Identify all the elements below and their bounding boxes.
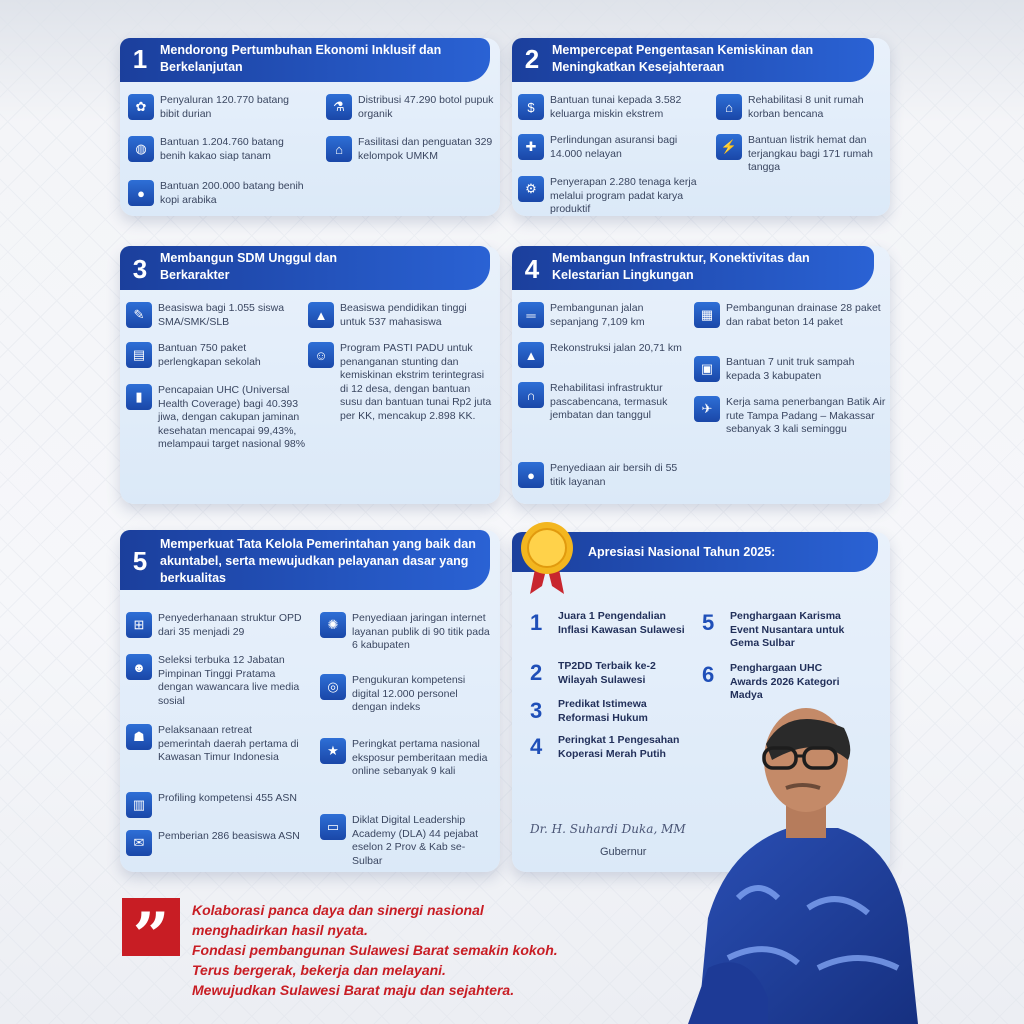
- quote-line: menghadirkan hasil nyata.: [192, 922, 368, 938]
- item-text: Beasiswa pendidikan tinggi untuk 537 mahasiswa: [340, 302, 467, 328]
- item-text: Profiling kompetensi 455 ASN: [158, 792, 297, 804]
- item-text: Bantuan tunai kepada 3.582 keluarga miskin ekstrem: [550, 94, 682, 120]
- fertilizer-bottle-icon: ⚗: [326, 94, 352, 120]
- signature: Dr. H. Suhardi Duka, MM: [530, 822, 686, 836]
- item-text: Seleksi terbuka 12 Jabatan Pimpinan Tinggi Pratama dengan wawancara live media sosial: [158, 654, 300, 707]
- item-text: Kerja sama penerbangan Batik Air rute Tampa Padang – Makassar sebanyak 3 kali seminggu: [726, 396, 886, 435]
- airplane-icon: ✈: [694, 396, 720, 422]
- list-item: [694, 396, 886, 456]
- list-item: [126, 830, 306, 860]
- item-text: Pelaksanaan retreat pemerintah daerah pertama di Kawasan Timur Indonesia: [158, 724, 299, 763]
- list-item: [320, 674, 494, 730]
- electricity-icon: ⚡: [716, 134, 742, 160]
- list-item: [694, 302, 886, 344]
- card-title: Mempercepat Pengentasan Kemiskinan dan Meningkatkan Kesejahteraan: [552, 43, 814, 74]
- item-text: Bantuan listrik hemat dan terjangkau bagi 171 rumah tangga: [748, 134, 873, 173]
- item-text: Pengukuran kompetensi digital 12.000 personel dengan indeks: [352, 674, 466, 713]
- item-text: Penyederhanaan struktur OPD dari 35 menjadi 29: [158, 612, 302, 638]
- signature-role: Gubernur: [600, 846, 647, 858]
- list-item: [518, 94, 708, 126]
- list-item: [126, 612, 306, 642]
- card-poverty: [512, 38, 890, 216]
- list-item: [326, 136, 494, 168]
- item-text: Pemberian 286 beasiswa ASN: [158, 830, 300, 842]
- list-item: [518, 342, 686, 372]
- list-item: [126, 342, 306, 372]
- closing-quote: [192, 900, 692, 1000]
- retreat-icon: ☗: [126, 724, 152, 750]
- item-text: Diklat Digital Leadership Academy (DLA) 44 pejabat eselon 2 Prov & Kab se-Sulbar: [352, 814, 479, 867]
- drainage-icon: ▦: [694, 302, 720, 328]
- card-infrastructure: [512, 246, 890, 504]
- list-item: [320, 612, 494, 668]
- house-repair-icon: ⌂: [716, 94, 742, 120]
- quote-line: Fondasi pembangunan Sulawesi Barat semakin kokoh.: [192, 942, 558, 958]
- list-item: [716, 134, 886, 178]
- scholarship-icon: ✉: [126, 830, 152, 856]
- card-title: Memperkuat Tata Kelola Pemerintahan yang baik dan akuntabel, serta mewujudkan pelayanan dasar yang berkualitas: [160, 537, 476, 585]
- card-header: [512, 38, 874, 82]
- list-item: [128, 180, 308, 212]
- list-item: [518, 134, 708, 166]
- card-economy: [120, 38, 500, 216]
- network-icon: ✺: [320, 612, 346, 638]
- medal-icon: [516, 520, 578, 596]
- list-item: [518, 462, 686, 492]
- award-text: Juara 1 Pengendalian Inflasi Kawasan Sulawesi: [558, 610, 685, 636]
- list-item: [716, 94, 886, 126]
- list-item: [128, 136, 308, 168]
- list-item: [320, 738, 494, 808]
- worker-gear-icon: ⚙: [518, 176, 544, 202]
- award-text: Penghargaan UHC Awards 2026 Kategori Madya: [730, 662, 840, 701]
- quote-line: Kolaborasi panca daya dan sinergi nasional: [192, 902, 484, 918]
- item-text: Pembangunan drainase 28 paket dan rabat beton 14 paket: [726, 302, 881, 328]
- graduation-icon: ▲: [308, 302, 334, 328]
- card-title: Membangun SDM Unggul dan Berkarakter: [160, 251, 338, 282]
- school-supplies-icon: ▤: [126, 342, 152, 368]
- award-text: TP2DD Terbaik ke-2 Wilayah Sulawesi: [558, 660, 656, 686]
- list-item: [308, 342, 494, 452]
- student-icon: ✎: [126, 302, 152, 328]
- card-header: [512, 246, 874, 290]
- card-header: [120, 530, 490, 590]
- quote-line: Mewujudkan Sulawesi Barat maju dan sejahtera.: [192, 982, 515, 998]
- card-title: Mendorong Pertumbuhan Ekonomi Inklusif dan Berkelanjutan: [160, 43, 442, 74]
- card-governance: [120, 530, 500, 872]
- shop-icon: ⌂: [326, 136, 352, 162]
- award-number: 2: [530, 660, 543, 685]
- card-number: 3: [132, 254, 148, 284]
- list-item: [126, 654, 306, 710]
- measurement-icon: ◎: [320, 674, 346, 700]
- item-text: Peringkat pertama nasional eksposur pemberitaan media online sebanyak 9 kali: [352, 738, 488, 777]
- list-item: [126, 384, 306, 494]
- garbage-truck-icon: ▣: [694, 356, 720, 382]
- laptop-icon: ▭: [320, 814, 346, 840]
- list-item: [326, 94, 494, 126]
- card-number: 2: [524, 44, 540, 74]
- org-structure-icon: ⊞: [126, 612, 152, 638]
- cacao-icon: ◍: [128, 136, 154, 162]
- awards-title: Apresiasi Nasional Tahun 2025:: [588, 545, 776, 559]
- award-text: Penghargaan Karisma Event Nusantara untuk Gema Sulbar: [730, 610, 845, 649]
- item-text: Beasiswa bagi 1.055 siswa SMA/SMK/SLB: [158, 302, 285, 328]
- item-text: Bantuan 750 paket perlengkapan sekolah: [158, 342, 261, 368]
- award-text: Predikat Istimewa Reformasi Hukum: [558, 698, 648, 724]
- item-text: Rekonstruksi jalan 20,71 km: [550, 342, 682, 354]
- item-text: Pencapaian UHC (Universal Health Coverage) bagi 40.393 jiwa, dengan cakupan jaminan kesehatan mencapai 99,43%, melampaui target nasional 98%: [158, 384, 306, 450]
- award-number: 5: [702, 610, 715, 635]
- card-number: 1: [132, 44, 148, 74]
- list-item: [518, 302, 686, 332]
- card-number: 4: [524, 254, 540, 284]
- card-header: [120, 38, 490, 82]
- award-number: 1: [530, 610, 543, 635]
- list-item: [518, 382, 686, 452]
- governor-portrait: [668, 698, 918, 1024]
- award-text: Peringkat 1 Pengesahan Koperasi Merah Putih: [558, 734, 680, 760]
- road-repair-icon: ▲: [518, 342, 544, 368]
- health-chart-icon: ▮: [126, 384, 152, 410]
- item-text: Bantuan 200.000 batang benih kopi arabika: [160, 180, 304, 206]
- seedling-icon: ✿: [128, 94, 154, 120]
- list-item: [518, 176, 714, 220]
- award-number: 6: [702, 662, 715, 687]
- insurance-doc-icon: ✚: [518, 134, 544, 160]
- coffee-bean-icon: ●: [128, 180, 154, 206]
- item-text: Fasilitasi dan penguatan 329 kelompok UMKM: [358, 136, 493, 162]
- item-text: Rehabilitasi infrastruktur pascabencana, termasuk jembatan dan tanggul: [550, 382, 668, 421]
- item-text: Pembangunan jalan sepanjang 7,109 km: [550, 302, 645, 328]
- item-text: Bantuan 7 unit truk sampah kepada 3 kabupaten: [726, 356, 855, 382]
- item-text: Penyaluran 120.770 batang bibit durian: [160, 94, 290, 120]
- item-text: Penyerapan 2.280 tenaga kerja melalui program padat karya produktif: [550, 176, 697, 215]
- quote-mark-icon: ”: [122, 898, 180, 956]
- item-text: Rehabilitasi 8 unit rumah korban bencana: [748, 94, 864, 120]
- item-text: Penyediaan air bersih di 55 titik layanan: [550, 462, 678, 488]
- list-item: [126, 302, 306, 332]
- item-text: Distribusi 47.290 botol pupuk organik: [358, 94, 494, 120]
- list-item: [128, 94, 308, 126]
- road-icon: ═: [518, 302, 544, 328]
- ranking-icon: ★: [320, 738, 346, 764]
- list-item: [320, 814, 494, 872]
- item-text: Penyediaan jaringan internet layanan publik di 90 titik pada 6 kabupaten: [352, 612, 490, 651]
- quote-line: Terus bergerak, bekerja dan melayani.: [192, 962, 446, 978]
- card-number: 5: [132, 546, 148, 576]
- cash-icon: $: [518, 94, 544, 120]
- list-item: [308, 302, 494, 332]
- award-number: 3: [530, 698, 543, 723]
- card-header: [120, 246, 490, 290]
- card-human-resources: [120, 246, 500, 504]
- bridge-icon: ∩: [518, 382, 544, 408]
- list-item: [126, 792, 306, 822]
- profile-icon: ▥: [126, 792, 152, 818]
- item-text: Program PASTI PADU untuk penanganan stunting dan kemiskinan ekstrim terintegrasi di 12 desa, dengan bantuan susu dan bantuan tunai Rp2 juta per KK, mencakup 2.898 KK.: [340, 342, 492, 422]
- award-number: 4: [530, 734, 543, 759]
- item-text: Perlindungan asuransi bagi 14.000 nelayan: [550, 134, 678, 160]
- card-title: Membangun Infrastruktur, Konektivitas dan Kelestarian Lingkungan: [552, 251, 810, 282]
- list-item: [126, 724, 306, 780]
- family-icon: ☺: [308, 342, 334, 368]
- item-text: Bantuan 1.204.760 batang benih kakao siap tanam: [160, 136, 284, 162]
- list-item: [694, 356, 886, 386]
- interview-icon: ☻: [126, 654, 152, 680]
- water-drop-icon: ●: [518, 462, 544, 488]
